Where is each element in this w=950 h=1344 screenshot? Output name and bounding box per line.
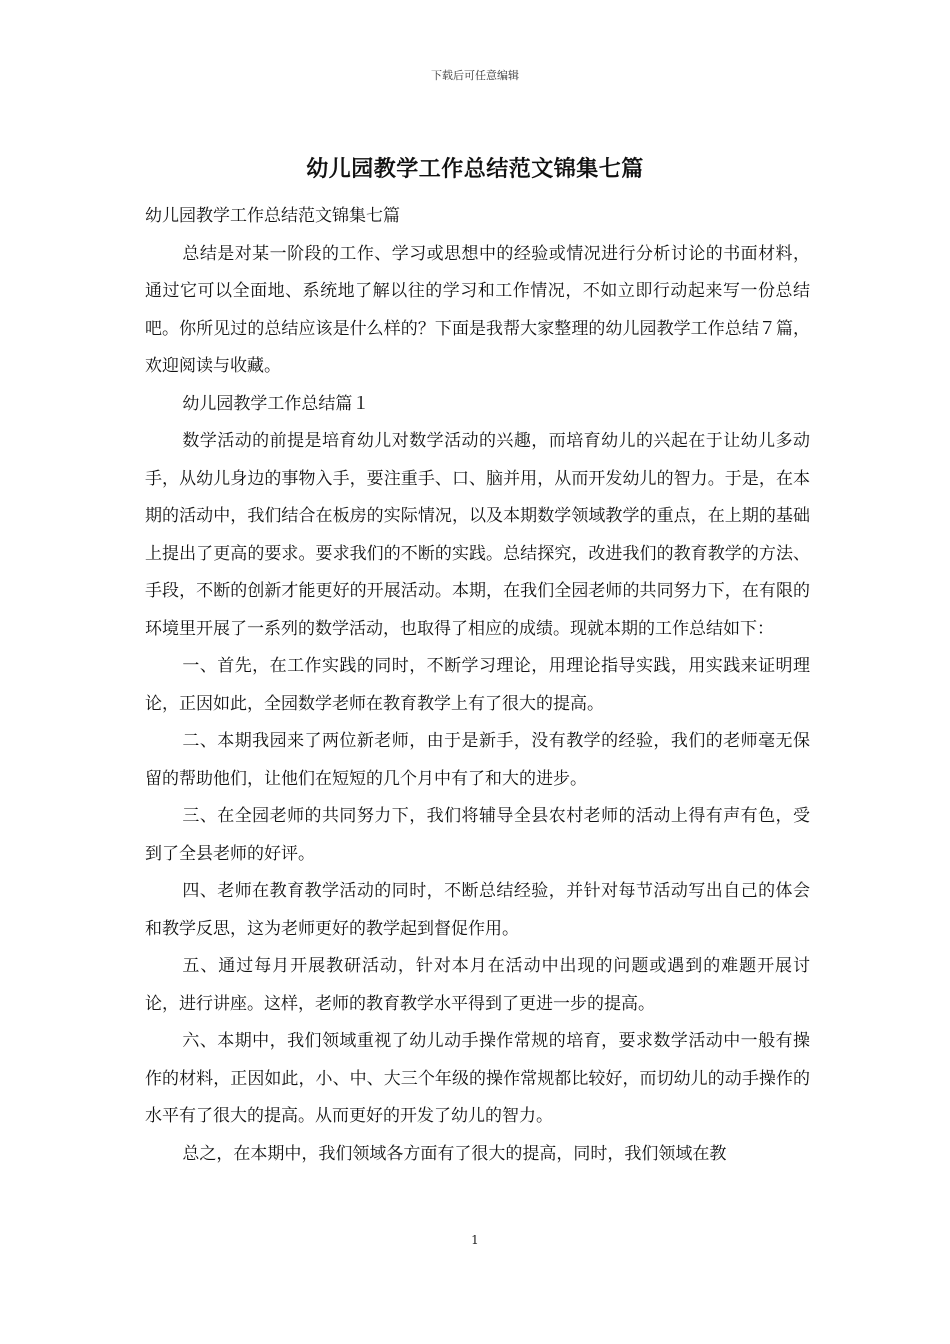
body-paragraph: 五、通过每月开展教研活动，针对本月在活动中出现的问题或遇到的难题开展讨论，进行讲座。这样，老师的教育教学水平得到了更进一步的提高。 [145, 956, 810, 1014]
body-paragraph: 一、首先，在工作实践的同时，不断学习理论，用理论指导实践，用实践来证明理论，正因如此，全园数学老师在教育教学上有了很大的提高。 [145, 656, 810, 714]
page-number: 1 [471, 1233, 479, 1247]
intro-paragraph: 总结是对某一阶段的工作、学习或思想中的经验或情况进行分析讨论的书面材料，通过它可以全面地、系统地了解以往的学习和工作情况，不如立即行动起来写一份总结吧。你所见过的总结应该是什么样的？下面是我帮大家整理的幼儿园教学工作总结７篇，欢迎阅读与收藏。 [145, 243, 810, 376]
body-paragraph: 三、在全园老师的共同努力下，我们将辅导全县农村老师的活动上得有声有色，受到了全县老师的好评。 [145, 806, 810, 864]
body-paragraph: 数学活动的前提是培育幼儿对数学活动的兴趣，而培育幼儿的兴起在于让幼儿多动手，从幼儿身边的事物入手，要注重手、口、脑并用，从而开发幼儿的智力。于是，在本期的活动中，我们结合在板房的实际情况，以及本期数学领域教学的重点，在上期的基础上提出了更高的要求。要求我们的不断的实践。总结探究，改进我们的教育教学的方法、手段，不断的创新才能更好的开展活动。本期，在我们全园老师的共同努力下，在有限的环境里开展了一系列的数学活动，也取得了相应的成绩。现就本期的工作总结如下： [145, 431, 810, 639]
section-heading: 幼儿园教学工作总结篇１ [182, 393, 370, 414]
body-paragraph: 总之，在本期中，我们领域各方面有了很大的提高，同时，我们领域在教 [182, 1143, 727, 1164]
document-body [145, 198, 810, 1173]
document-subtitle: 幼儿园教学工作总结范文锦集七篇 [145, 206, 400, 226]
body-paragraph: 二、本期我园来了两位新老师，由于是新手，没有教学的经验，我们的老师毫无保留的帮助他们，让他们在短短的几个月中有了和大的进步。 [145, 731, 810, 789]
body-paragraph: 四、老师在教育教学活动的同时，不断总结经验，并针对每节活动写出自己的体会和教学反思，这为老师更好的教学起到督促作用。 [145, 881, 810, 939]
page-header-note: 下载后可任意编辑 [431, 69, 519, 82]
body-paragraph: 六、本期中，我们领域重视了幼儿动手操作常规的培育，要求数学活动中一般有操作的材料，正因如此，小、中、大三个年级的操作常规都比较好，而切幼儿的动手操作的水平有了很大的提高。从而更好的开发了幼儿的智力。 [145, 1031, 810, 1126]
document-title: 幼儿园教学工作总结范文锦集七篇 [306, 156, 644, 182]
